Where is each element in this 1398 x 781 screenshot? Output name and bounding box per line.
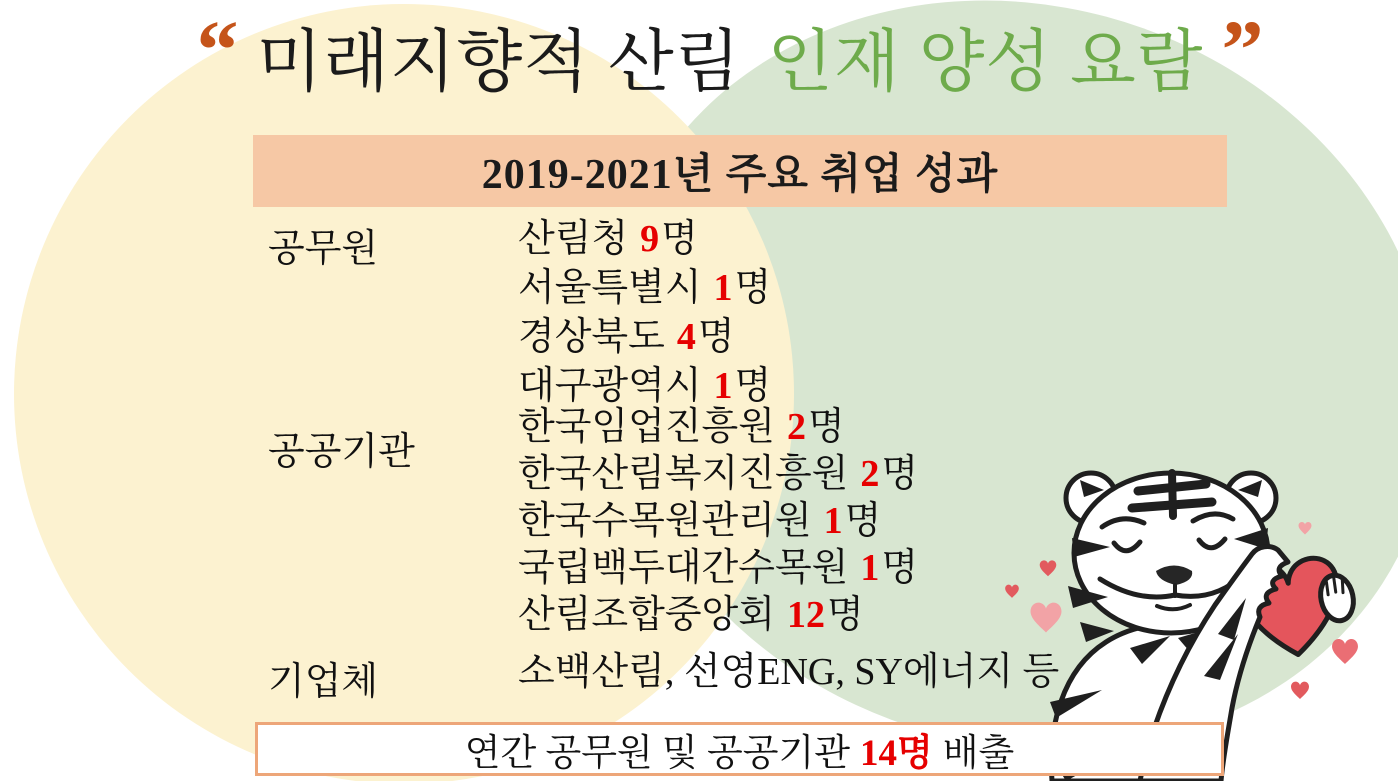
list-item [518,404,918,451]
list-item [518,215,771,264]
page-title [150,4,1310,108]
org-name: 경상북도 [518,316,665,358]
title-black-part: 미래지향적 산림 [256,24,742,100]
org-name: 국립백두대간수목원 [518,547,849,589]
list-item [518,545,918,592]
list-item [518,451,918,498]
section-items-public-institutions [518,404,918,639]
section-label-civil-servants: 공무원 [268,228,379,270]
people-suffix: 명 [881,547,919,589]
results-header-bar [253,135,1227,207]
section-label-companies: 기업체 [268,661,379,703]
hire-count: 9 [640,218,660,260]
org-name: 대구광역시 [518,365,702,407]
people-suffix: 명 [881,453,919,495]
summary-suffix: 배출 [942,733,1015,774]
org-name: 한국임업진흥원 [518,406,775,448]
org-name: 한국수목원관리원 [518,500,812,542]
section-items-civil-servants [518,215,771,411]
list-item [518,648,1059,697]
hire-count: 2 [786,406,806,448]
hire-count: 4 [676,316,696,358]
annual-summary-bar [255,722,1224,776]
summary-highlight-count: 14명 [859,733,933,774]
people-suffix: 명 [807,406,845,448]
hire-count: 1 [823,500,843,542]
org-name: 한국산림복지진흥원 [518,453,849,495]
people-suffix: 명 [826,594,864,636]
people-suffix: 명 [697,316,735,358]
list-item [518,498,918,545]
list-item [518,313,771,362]
hire-count: 2 [860,453,880,495]
hire-count: 1 [713,365,733,407]
hire-count: 1 [860,547,880,589]
org-name: 서울특별시 [518,267,702,309]
title-green-part: 인재 양성 요람 [767,24,1204,100]
section-label-public-institutions: 공공기관 [268,431,415,473]
people-suffix: 명 [661,218,698,260]
summary-prefix: 연간 공무원 및 공공기관 [464,733,850,774]
people-suffix: 명 [734,267,772,309]
hire-count: 1 [713,267,733,309]
org-name: 산림청 [518,218,629,260]
people-suffix: 명 [734,365,772,407]
company-names: 소백산림, 선영ENG, SY에너지 등 [518,651,1060,693]
hire-count: 12 [786,594,825,636]
section-items-companies [518,648,1059,697]
close-quote-mark: ” [1221,4,1264,97]
results-header-title: 2019-2021년 주요 취업 성과 [481,152,999,198]
list-item [518,592,918,639]
people-suffix: 명 [844,500,882,542]
list-item [518,264,771,313]
org-name: 산림조합중앙회 [518,594,775,636]
open-quote-mark: “ [196,4,239,97]
